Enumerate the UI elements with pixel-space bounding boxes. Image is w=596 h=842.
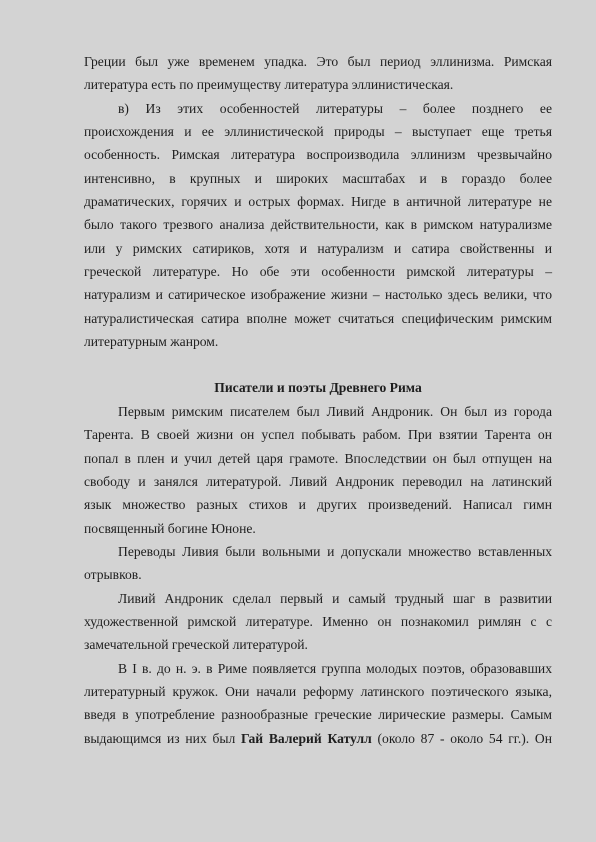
text-line: Переводы Ливия были вольными и допускали множество вставленных <box>118 543 552 559</box>
text-line: язык множество разных стихов и других произведений. Написал гимн <box>84 497 552 513</box>
text-line: натурализм и сатирическое изображение жизни – настолько здесь велики, что <box>84 287 552 303</box>
text-line: интенсивно, в крупных и широких масштабах и в гораздо более <box>84 170 552 186</box>
text-line: литературный кружок. Они начали реформу латинского поэтического языка, <box>84 683 552 699</box>
text-line: свободу и занялся литературой. Ливий Андроник переводил на латинский <box>84 473 552 489</box>
text-line: Ливий Андроник сделал первый и самый трудный шаг в развитии <box>118 590 552 606</box>
text-line: особенность. Римская литература воспроизводила эллинизм чрезвычайно <box>84 147 552 163</box>
text-line <box>84 727 552 750</box>
text-line: в) Из этих особенностей литературы – более позднего ее <box>118 100 552 116</box>
text-line: литературным жанром. <box>84 334 219 350</box>
text-line: посвященный богине Юноне. <box>84 520 256 536</box>
section-heading: Писатели и поэты Древнего Рима <box>214 380 422 396</box>
text-fragment: (около 87 - около 54 гг.). Он <box>371 730 552 746</box>
text-line: Первым римским писателем был Ливий Андроник. Он был из города <box>118 403 552 419</box>
text-line: замечательной греческой литературой. <box>84 637 308 653</box>
text-line: греческой литературе. Но обе эти особенности римской литературы – <box>84 264 552 280</box>
author-name: Гай Валерий Катулл <box>241 730 372 746</box>
text-line: было такого трезвого анализа действительности, как в римском натурализме <box>84 217 552 233</box>
text-line: введя в употребление разнообразные греческие лирические размеры. Самым <box>84 707 552 723</box>
text-line: отрывков. <box>84 567 142 583</box>
document-body <box>84 50 552 750</box>
text-line: драматических, горячих и острых формах. Нигде в античной литературе не <box>84 194 552 210</box>
text-line: Греции был уже временем упадка. Это был период эллинизма. Римская <box>84 54 552 69</box>
text-line: литература есть по преимуществу литература эллинистическая. <box>84 77 454 93</box>
text-fragment: выдающимся из них был <box>84 730 242 746</box>
text-line: попал в плен и учил детей царя грамоте. Впоследствии он был отпущен на <box>84 450 552 466</box>
text-line: или у римских сатириков, хотя и натурализм и сатира свойственны и <box>84 240 552 256</box>
text-line: Тарента. В своей жизни он успел побывать рабом. При взятии Тарента он <box>84 427 552 443</box>
text-line: художественной римской литературе. Именно он познакомил римлян с с <box>84 613 552 629</box>
text-line: натуралистическая сатира вполне может считаться специфическим римским <box>84 310 552 326</box>
text-line: В I в. до н. э. в Риме появляется группа молодых поэтов, образовавших <box>118 660 552 676</box>
text-line: происхождения и ее эллинистической природы – выступает еще третья <box>84 124 552 140</box>
